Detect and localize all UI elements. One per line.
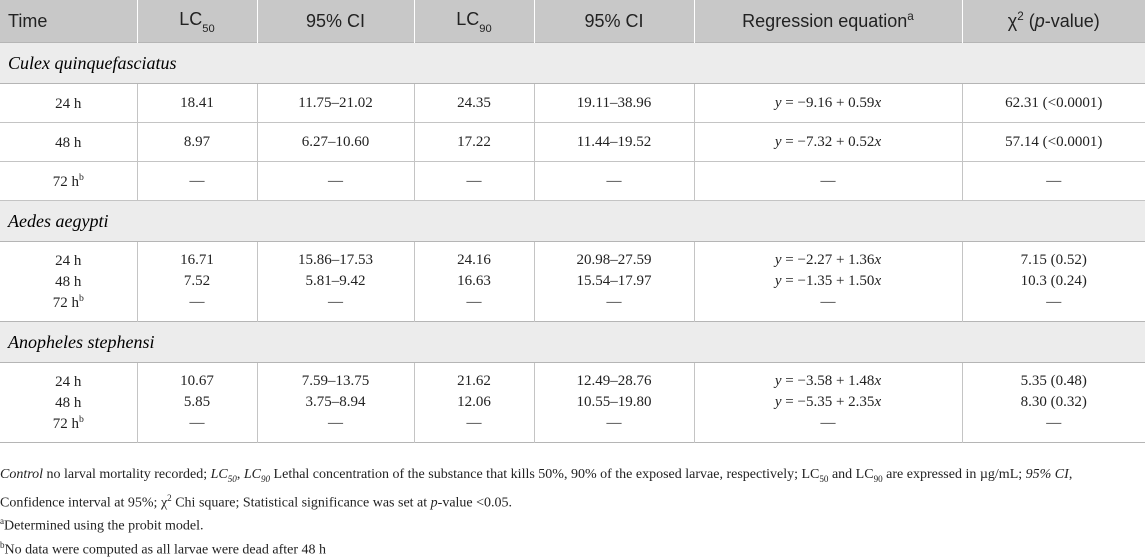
lc90-cell: — [414, 413, 534, 443]
ci50-cell: 6.27–10.60 [257, 123, 414, 162]
ci90-cell: — [534, 413, 694, 443]
header-lc50: $LC_{50}$ [137, 0, 257, 43]
ci90-cell: 20.98–27.59 [534, 242, 694, 272]
ci50-cell: 11.75–21.02 [257, 84, 414, 123]
table-row [0, 392, 1145, 413]
time-cell: 24 h [55, 374, 82, 390]
table-row [0, 363, 1145, 393]
header-time: Time [0, 0, 137, 43]
ci50-cell: — [257, 413, 414, 443]
regression-cell: y = −9.16 + 0.59x [694, 84, 962, 123]
time-cell: 72 $h^b$ [0, 162, 137, 201]
regression-cell: — [694, 413, 962, 443]
lc50-cell: 10.67 [137, 363, 257, 393]
table-row [0, 413, 1145, 443]
time-cell: 48 h [0, 123, 137, 162]
footnote-main: Control no larval mortality recorded; $LC_{50}$, $LC_{90}$ Lethal concentration of the substance that kills 50%, 90% of the exposed larvae, respectively; $LC_{50}$ and $LC_{90}$ are expressed in µg/mL; 95% CI, Confidence interval at 95%; $\chi^2$ Chi square; Statistical significance was set at p-value <0.05. [0, 467, 1073, 511]
lc90-cell: 24.16 [414, 242, 534, 272]
lc50-cell: — [137, 292, 257, 322]
lc90-cell: — [414, 162, 534, 201]
chi-square-cell: — [962, 162, 1145, 201]
regression-cell: y = −3.58 + 1.48x [694, 363, 962, 393]
species-group-row [0, 43, 1145, 84]
regression-cell: — [694, 292, 962, 322]
time-cell: 48 h [55, 274, 82, 290]
footnote-b: $^b$No data were computed as all larvae were dead after 48 h [0, 540, 326, 558]
chi-square-cell: 57.14 (<0.0001) [962, 123, 1145, 162]
time-cell: 24 h [55, 253, 82, 269]
regression-cell: y = −7.32 + 0.52x [694, 123, 962, 162]
table-footnotes [0, 465, 1140, 560]
ci50-cell: 7.59–13.75 [257, 363, 414, 393]
ci50-cell: — [257, 292, 414, 322]
time-cell: 24 h [0, 84, 137, 123]
table-row [0, 292, 1145, 322]
table-row [0, 84, 1145, 123]
lc50-cell: — [137, 413, 257, 443]
lc90-cell: — [414, 292, 534, 322]
regression-cell: y = −1.35 + 1.50x [694, 271, 962, 292]
ci50-cell: 3.75–8.94 [257, 392, 414, 413]
footnote-a: $^a$Determined using the probit model. [0, 516, 204, 535]
ci90-cell: — [534, 162, 694, 201]
header-row [0, 0, 1145, 43]
ci50-cell: — [257, 162, 414, 201]
lc50-cell: 16.71 [137, 242, 257, 272]
ci90-cell: 19.11–38.96 [534, 84, 694, 123]
lc90-cell: 17.22 [414, 123, 534, 162]
ci90-cell: 11.44–19.52 [534, 123, 694, 162]
lc50-cell: 5.85 [137, 392, 257, 413]
regression-cell: — [694, 162, 962, 201]
species-group-row [0, 322, 1145, 363]
header-ci-2: 95% CI [534, 0, 694, 43]
chi-square-cell: 8.30 (0.32) [962, 392, 1145, 413]
chi-square-cell: 7.15 (0.52) [962, 242, 1145, 272]
ci90-cell: 15.54–17.97 [534, 271, 694, 292]
species-name: Aedes aegypti [0, 201, 1145, 242]
chi-square-cell: — [962, 413, 1145, 443]
time-cell: 72 $h^b$ [52, 293, 84, 311]
lc90-cell: 12.06 [414, 392, 534, 413]
lc50-cell: 8.97 [137, 123, 257, 162]
header-lc90: $LC_{90}$ [414, 0, 534, 43]
lc90-cell: 21.62 [414, 363, 534, 393]
ci90-cell: 10.55–19.80 [534, 392, 694, 413]
chi-square-cell: 5.35 (0.48) [962, 363, 1145, 393]
ci90-cell: — [534, 292, 694, 322]
species-name: Culex quinquefasciatus [0, 43, 1145, 84]
ci90-cell: 12.49–28.76 [534, 363, 694, 393]
time-cell: 72 $h^b$ [52, 414, 84, 432]
lc50-cell: 7.52 [137, 271, 257, 292]
table-row [0, 123, 1145, 162]
lc90-cell: 16.63 [414, 271, 534, 292]
lc90-cell: 24.35 [414, 84, 534, 123]
regression-cell: y = −5.35 + 2.35x [694, 392, 962, 413]
header-regression: Regression equation$^a$ [694, 0, 962, 43]
header-ci-1: 95% CI [257, 0, 414, 43]
table-row [0, 242, 1145, 272]
species-group-row [0, 201, 1145, 242]
table-row [0, 162, 1145, 201]
regression-cell: y = −2.27 + 1.36x [694, 242, 962, 272]
chi-square-cell: 62.31 (<0.0001) [962, 84, 1145, 123]
ci50-cell: 15.86–17.53 [257, 242, 414, 272]
header-chi-square: $\chi^2$ (p-value) [962, 0, 1145, 43]
species-name: Anopheles stephensi [0, 322, 1145, 363]
lc50-cell: — [137, 162, 257, 201]
time-cell: 48 h [55, 395, 82, 411]
chi-square-cell: 10.3 (0.24) [962, 271, 1145, 292]
chi-square-cell: — [962, 292, 1145, 322]
lc50-cell: 18.41 [137, 84, 257, 123]
table-row [0, 271, 1145, 292]
ci50-cell: 5.81–9.42 [257, 271, 414, 292]
